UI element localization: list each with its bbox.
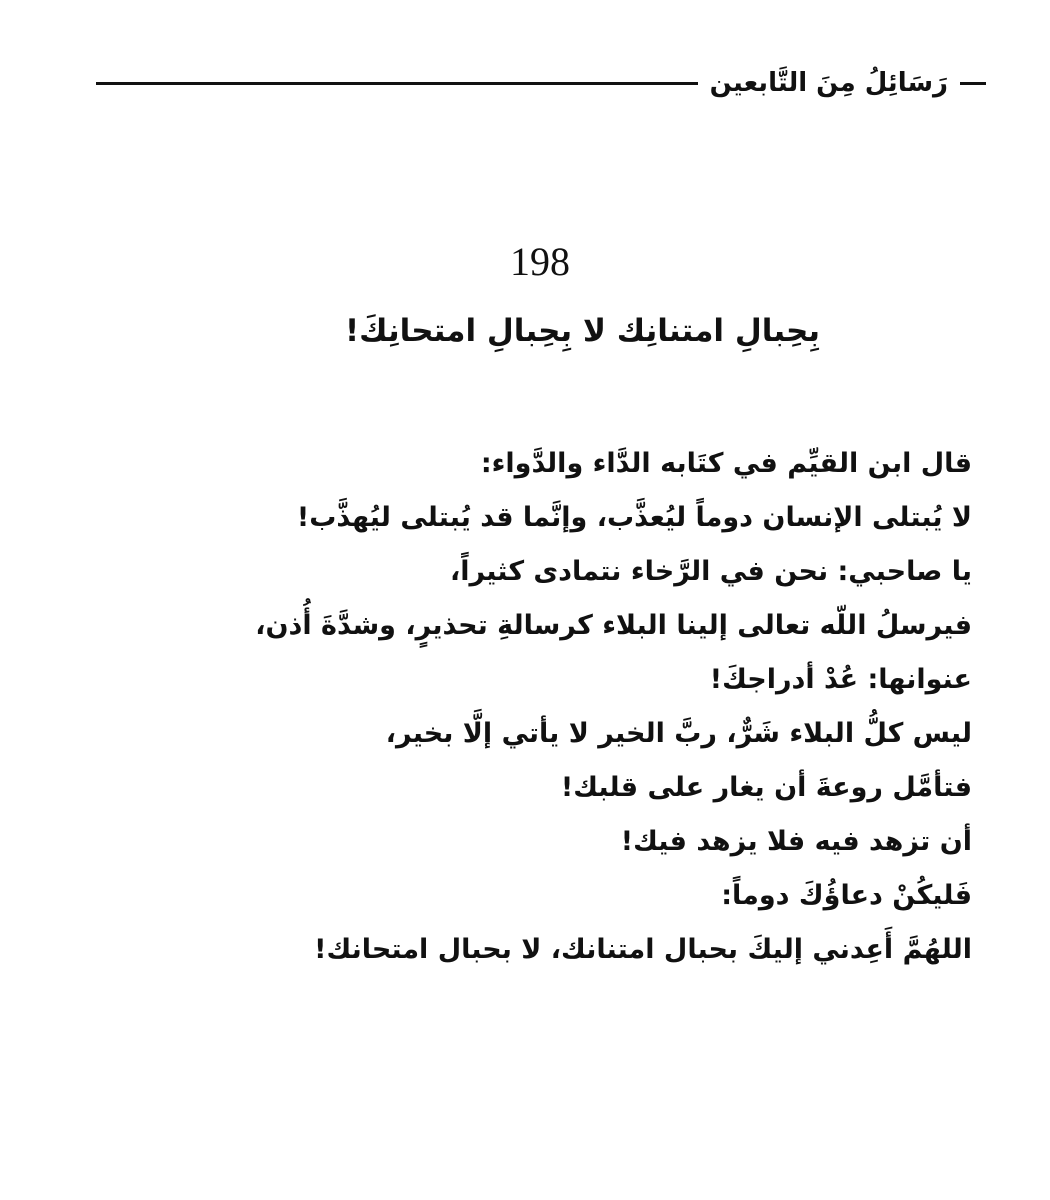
text-line: اللهُمَّ أَعِدني إليكَ بحبال امتنانك، لا بحبال امتحانك!: [314, 934, 972, 965]
text-line: أن تزهد فيه فلا يزهد فيك!: [620, 826, 972, 857]
page-number: 198: [510, 239, 570, 284]
chapter-heading: بِحِبالِ امتنانِك لا بِحِبالِ امتحانِكَ!: [345, 313, 820, 349]
text-line: عنوانها: عُدْ أدراجكَ!: [709, 664, 972, 695]
header-rule: [96, 82, 698, 85]
book-title: رَسَائِلُ مِنَ التَّابعين: [709, 68, 948, 98]
text-line: يا صاحبي: نحن في الرَّخاء نتمادى كثيراً،: [449, 556, 972, 587]
body-text: [50, 437, 972, 977]
running-header: [96, 58, 986, 108]
text-line: لا يُبتلى الإنسان دوماً ليُعذَّب، وإنَّما قد يُبتلى ليُهذَّب!: [296, 502, 972, 533]
text-line: قال ابن القيِّم في كتَابه الدَّاء والدَّواء:: [480, 448, 972, 479]
text-line: فَليكُنْ دعاؤُكَ دوماً:: [721, 880, 972, 911]
text-line: ليس كلُّ البلاء شَرٌّ، ربَّ الخير لا يأتي إلَّا بخير،: [385, 718, 972, 749]
text-line: فيرسلُ اللّه تعالى إلينا البلاء كرسالةِ تحذيرٍ، وشدَّةَ أُذن،: [255, 610, 972, 641]
text-line: فتأمَّل روعةَ أن يغار على قلبك!: [560, 772, 972, 803]
header-dash: [960, 82, 986, 85]
